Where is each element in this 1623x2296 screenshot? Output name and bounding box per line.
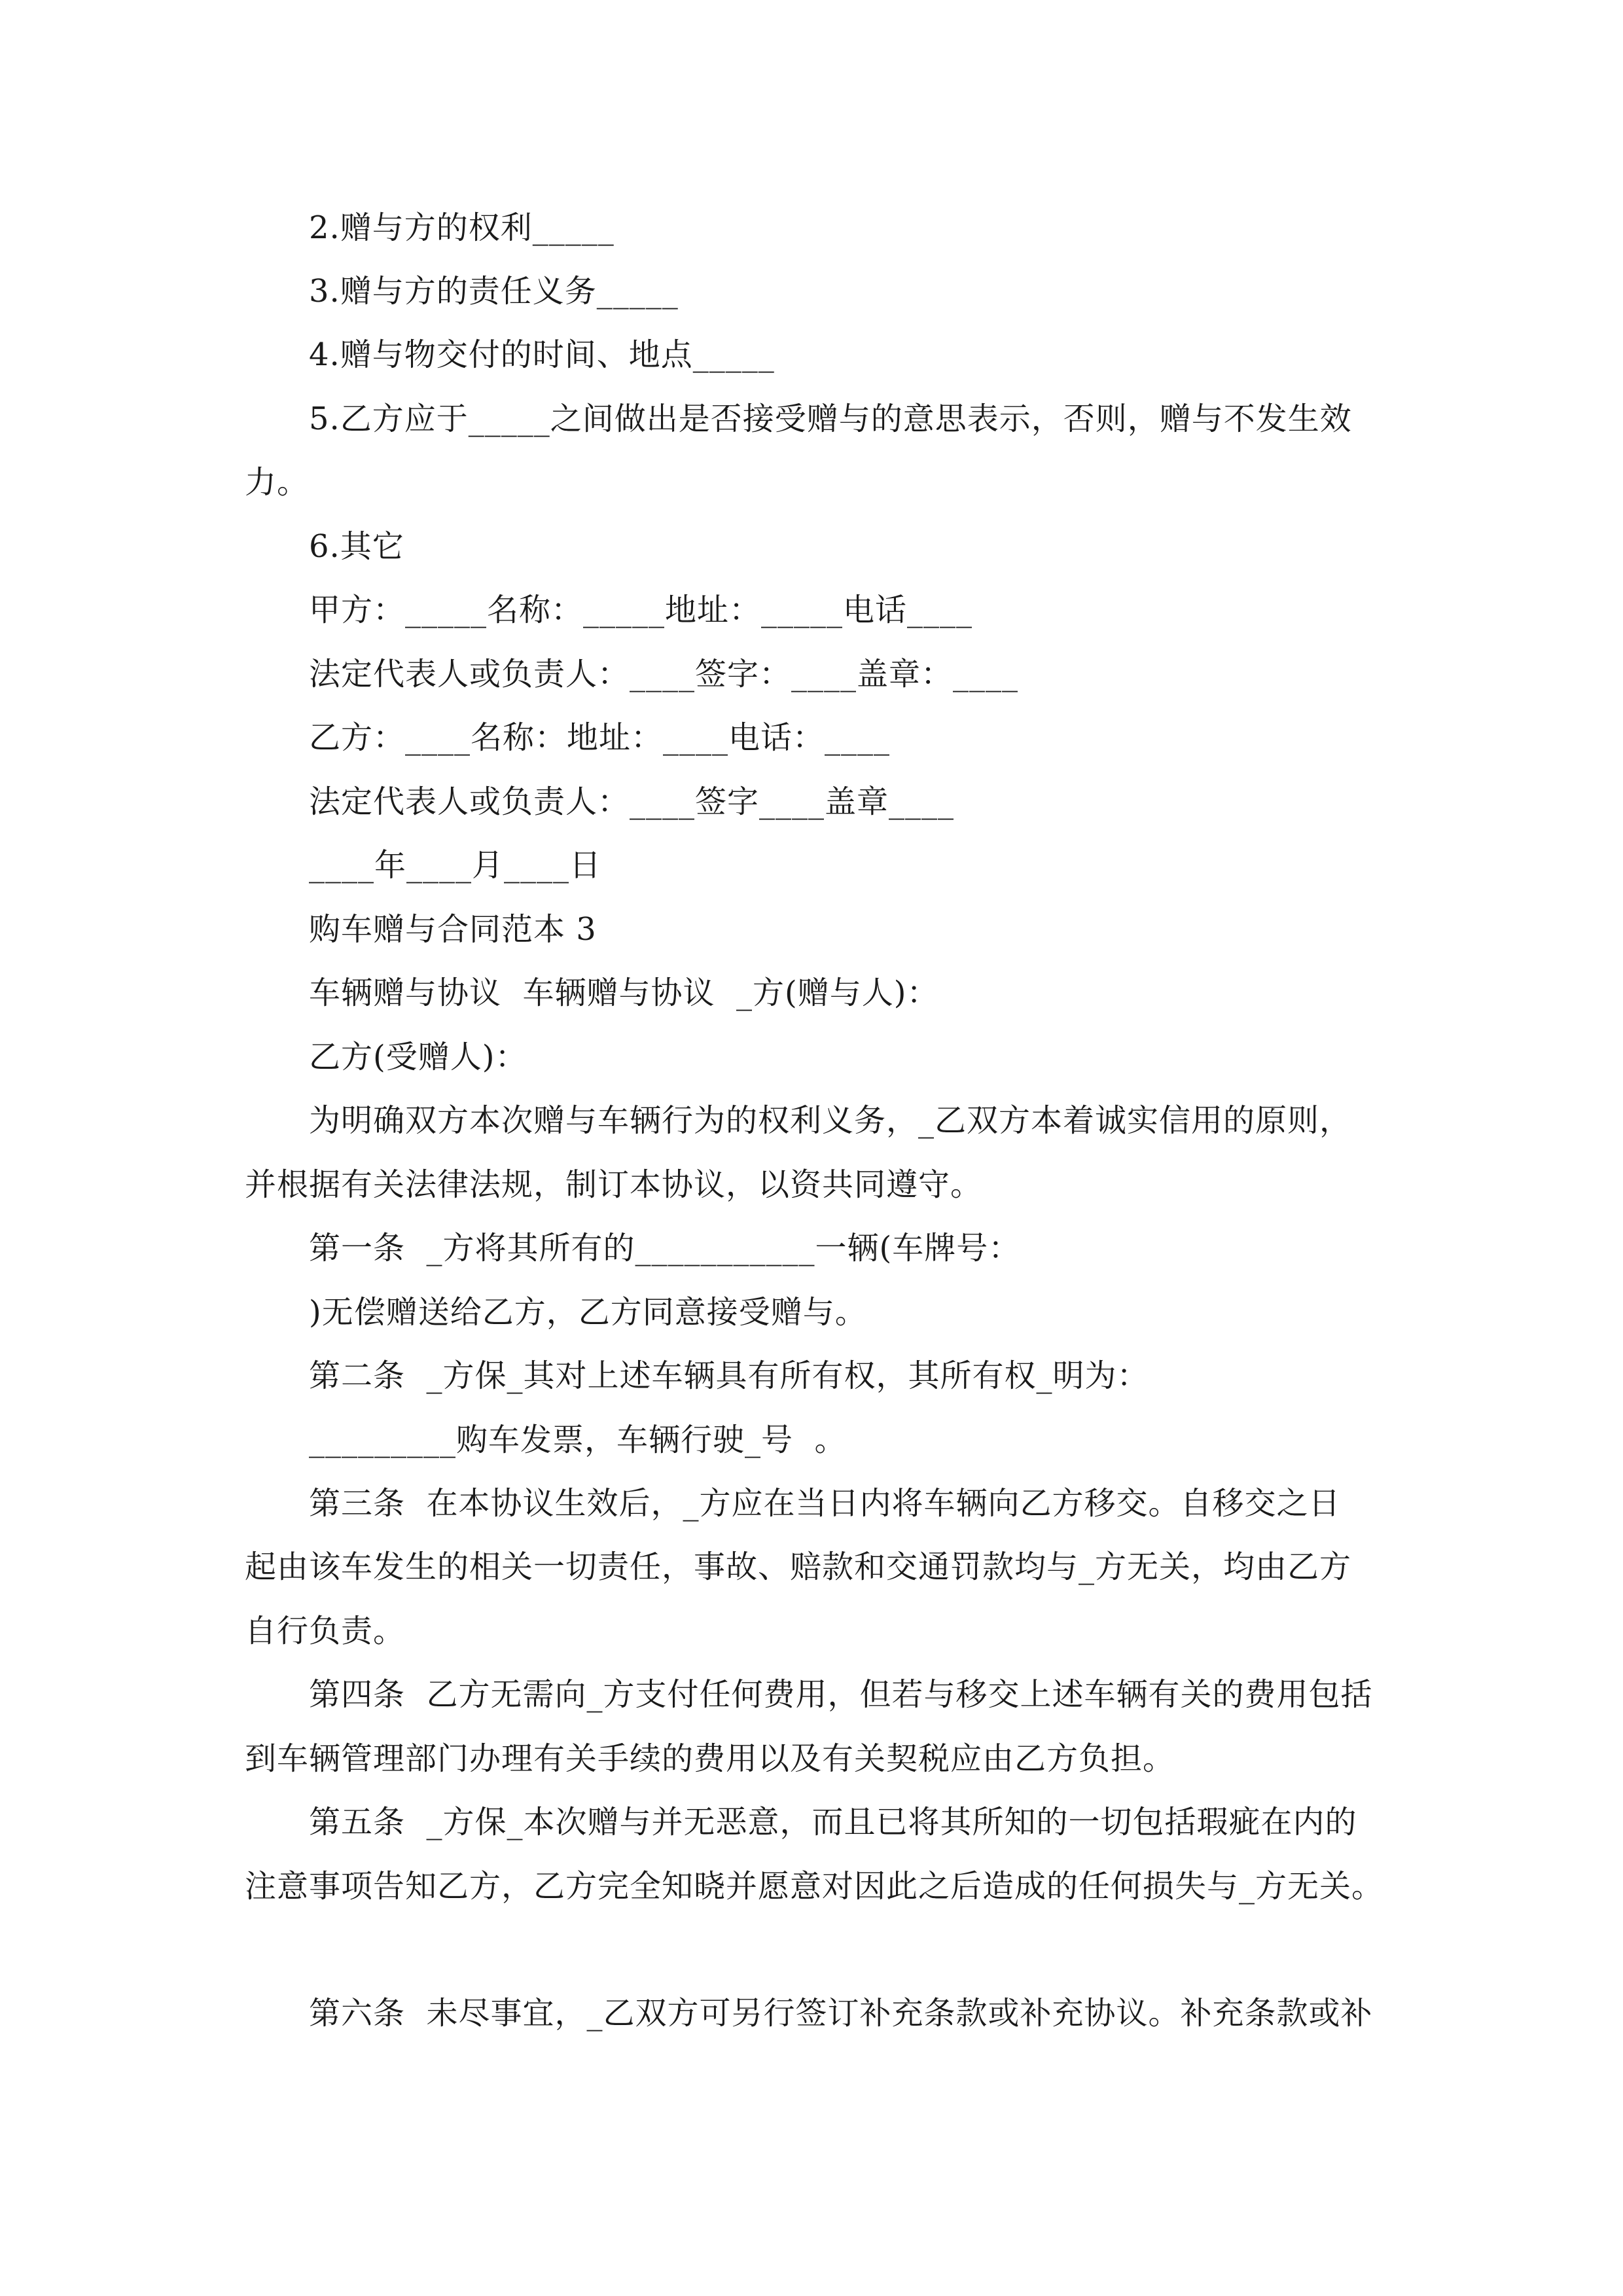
text-line-article-3: 第三条 在本协议生效后，_方应在当日内将车辆向乙方移交。自移交之日 xyxy=(309,1485,1341,1522)
text-line-gift-duties: 3.赠与方的责任义务_____ xyxy=(309,273,679,310)
text-line-article-2: 第二条 _方保_其对上述车辆具有所有权，其所有权_明为： xyxy=(309,1357,1149,1394)
text-line-article-6: 第六条 未尽事宜，_乙双方可另行签订补充条款或补充协议。补充条款或补 xyxy=(309,1995,1373,2032)
text-line-party-b-recipient: 乙方(受赠人)： xyxy=(309,1039,527,1075)
text-line-preamble: 为明确双方本次赠与车辆行为的权利义务，_乙双方本着诚实信用的原则， xyxy=(309,1102,1352,1139)
text-line-party-a-rep: 法定代表人或负责人：____签字：____盖章：____ xyxy=(309,656,1019,692)
text-line-acceptance: 5.乙方应于_____之间做出是否接受赠与的意思表示，否则，赠与不发生效 xyxy=(309,401,1352,437)
text-line-party-b: 乙方：____名称：地址：____电话：____ xyxy=(309,719,891,756)
text-line-other: 6.其它 xyxy=(309,528,404,565)
text-line-party-b-rep: 法定代表人或负责人：____签字____盖章____ xyxy=(309,783,955,820)
text-line-acceptance-cont: 力。 xyxy=(245,464,310,501)
text-line-agreement-title: 车辆赠与协议 车辆赠与协议 _方(赠与人)： xyxy=(309,975,939,1011)
text-line-gift-rights: 2.赠与方的权利_____ xyxy=(309,209,615,246)
text-line-article-4: 第四条 乙方无需向_方支付任何费用，但若与移交上述车辆有关的费用包括 xyxy=(309,1676,1373,1713)
text-line-article-3-end: 自行负责。 xyxy=(245,1613,406,1649)
text-line-preamble-cont: 并根据有关法律法规，制订本协议，以资共同遵守。 xyxy=(245,1166,983,1203)
text-line-delivery-time: 4.赠与物交付的时间、地点_____ xyxy=(309,336,775,373)
text-line-article-4-cont: 到车辆管理部门办理有关手续的费用以及有关契税应由乙方负担。 xyxy=(245,1740,1175,1777)
text-line-article-1-cont: )无偿赠送给乙方，乙方同意接受赠与。 xyxy=(309,1294,867,1331)
text-line-date: ____年____月____日 xyxy=(309,847,602,884)
text-line-article-5-cont: 注意事项告知乙方，乙方完全知晓并愿意对因此之后造成的任何损失与_方无关。 xyxy=(245,1868,1384,1905)
section-heading: 购车赠与合同范本 3 xyxy=(309,911,597,948)
text-line-article-1: 第一条 _方将其所有的___________一辆(车牌号： xyxy=(309,1230,1021,1266)
text-line-article-3-cont: 起由该车发生的相关一切责任，事故、赔款和交通罚款均与_方无关，均由乙方 xyxy=(245,1549,1352,1585)
text-line-article-2-cont: _________购车发票，车辆行驶_号 。 xyxy=(309,1422,847,1458)
text-line-party-a: 甲方：_____名称：_____地址：_____电话____ xyxy=(309,592,973,628)
text-line-article-5: 第五条 _方保_本次赠与并无恶意，而且已将其所知的一切包括瑕疵在内的 xyxy=(309,1804,1357,1840)
